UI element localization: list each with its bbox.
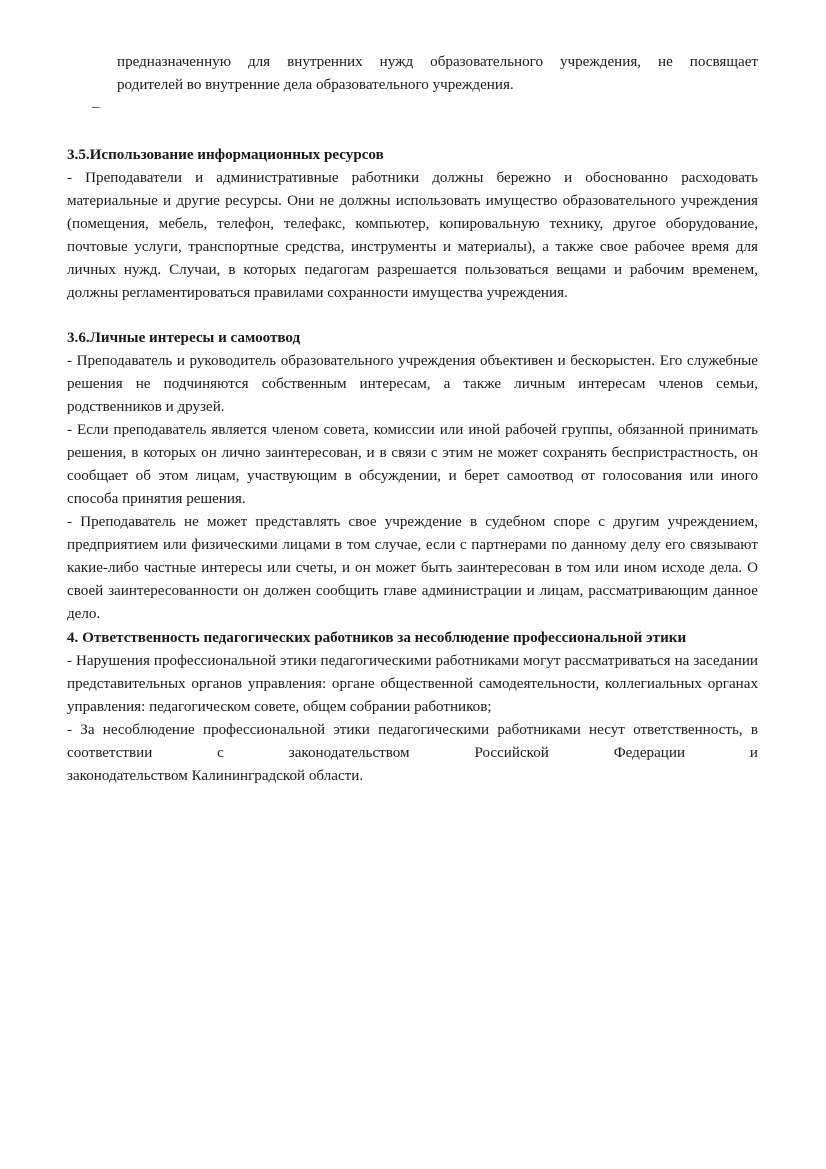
intro-continuation xyxy=(117,51,758,97)
section-4-paragraph-1: - Нарушения профессиональной этики педагогическими работниками могут рассматриваться на заседании представительных органов управления: органе общественной самодеятельности, коллегиальных органах управления: педагогическом совете, общем собрании работников; xyxy=(67,653,758,715)
dash-marker: – xyxy=(92,99,100,115)
section-4 xyxy=(67,627,758,788)
intro-line-2: родителей во внутренние дела образовательного учреждения. xyxy=(117,77,514,93)
section-3-6-paragraph-2: - Если преподаватель является членом совета, комиссии или иной рабочей группы, обязанной принимать решения, в которых он лично заинтересован, и в связи с этим не может сохранять беспристрастность, он сообщает об этом лицам, участвующим в обсуждении, и берет самоотвод от голосования или иного способа принятия решения. xyxy=(67,422,758,507)
section-4-paragraph-3: законодательством Калининградской области. xyxy=(67,768,364,784)
section-4-paragraph-2: - За несоблюдение профессиональной этики педагогическими работниками несут ответственность, в соответствии с законодательством Российской Федерации и xyxy=(67,722,758,761)
section-3-6 xyxy=(67,327,758,626)
intro-line-1: предназначенную для внутренних нужд образовательного учреждения, не посвящает xyxy=(117,54,758,70)
section-3-6-heading: 3.6.Личные интересы и самоотвод xyxy=(67,330,301,346)
section-4-heading: 4. Ответственность педагогических работников за несоблюдение профессиональной этики xyxy=(67,630,687,646)
section-3-5-heading: 3.5.Использование информационных ресурсов xyxy=(67,147,384,163)
section-3-5-paragraph: - Преподаватели и административные работники должны бережно и обоснованно расходовать материальные и другие ресурсы. Они не должны использовать имущество образовательного учреждения (помещения, мебель, телефон, телефакс, компьютер, копировальную технику, другое оборудование, почтовые услуги, транспортные средства, инструменты и материалы), а также свое рабочее время для личных нужд. Случаи, в которых педагогам разрешается пользоваться вещами и рабочим временем, должны регламентироваться правилами сохранности имущества учреждения. xyxy=(67,170,758,301)
section-3-5 xyxy=(67,144,758,305)
section-3-6-paragraph-3: - Преподаватель не может представлять свое учреждение в судебном споре с другим учреждением, предприятием или физическими лицами в том случае, если с партнерами по данному делу его связывают какие-либо частные интересы или счеты, и он может быть заинтересован в том или ином исходе дела. О своей заинтересованности он должен сообщить главе администрации и лицам, рассматривающим данное дело. xyxy=(67,514,758,622)
section-3-6-paragraph-1: - Преподаватель и руководитель образовательного учреждения объективен и бескорыстен. Его служебные решения не подчиняются собственным интересам, а также личным интересам членов семьи, родственников и друзей. xyxy=(67,353,758,415)
